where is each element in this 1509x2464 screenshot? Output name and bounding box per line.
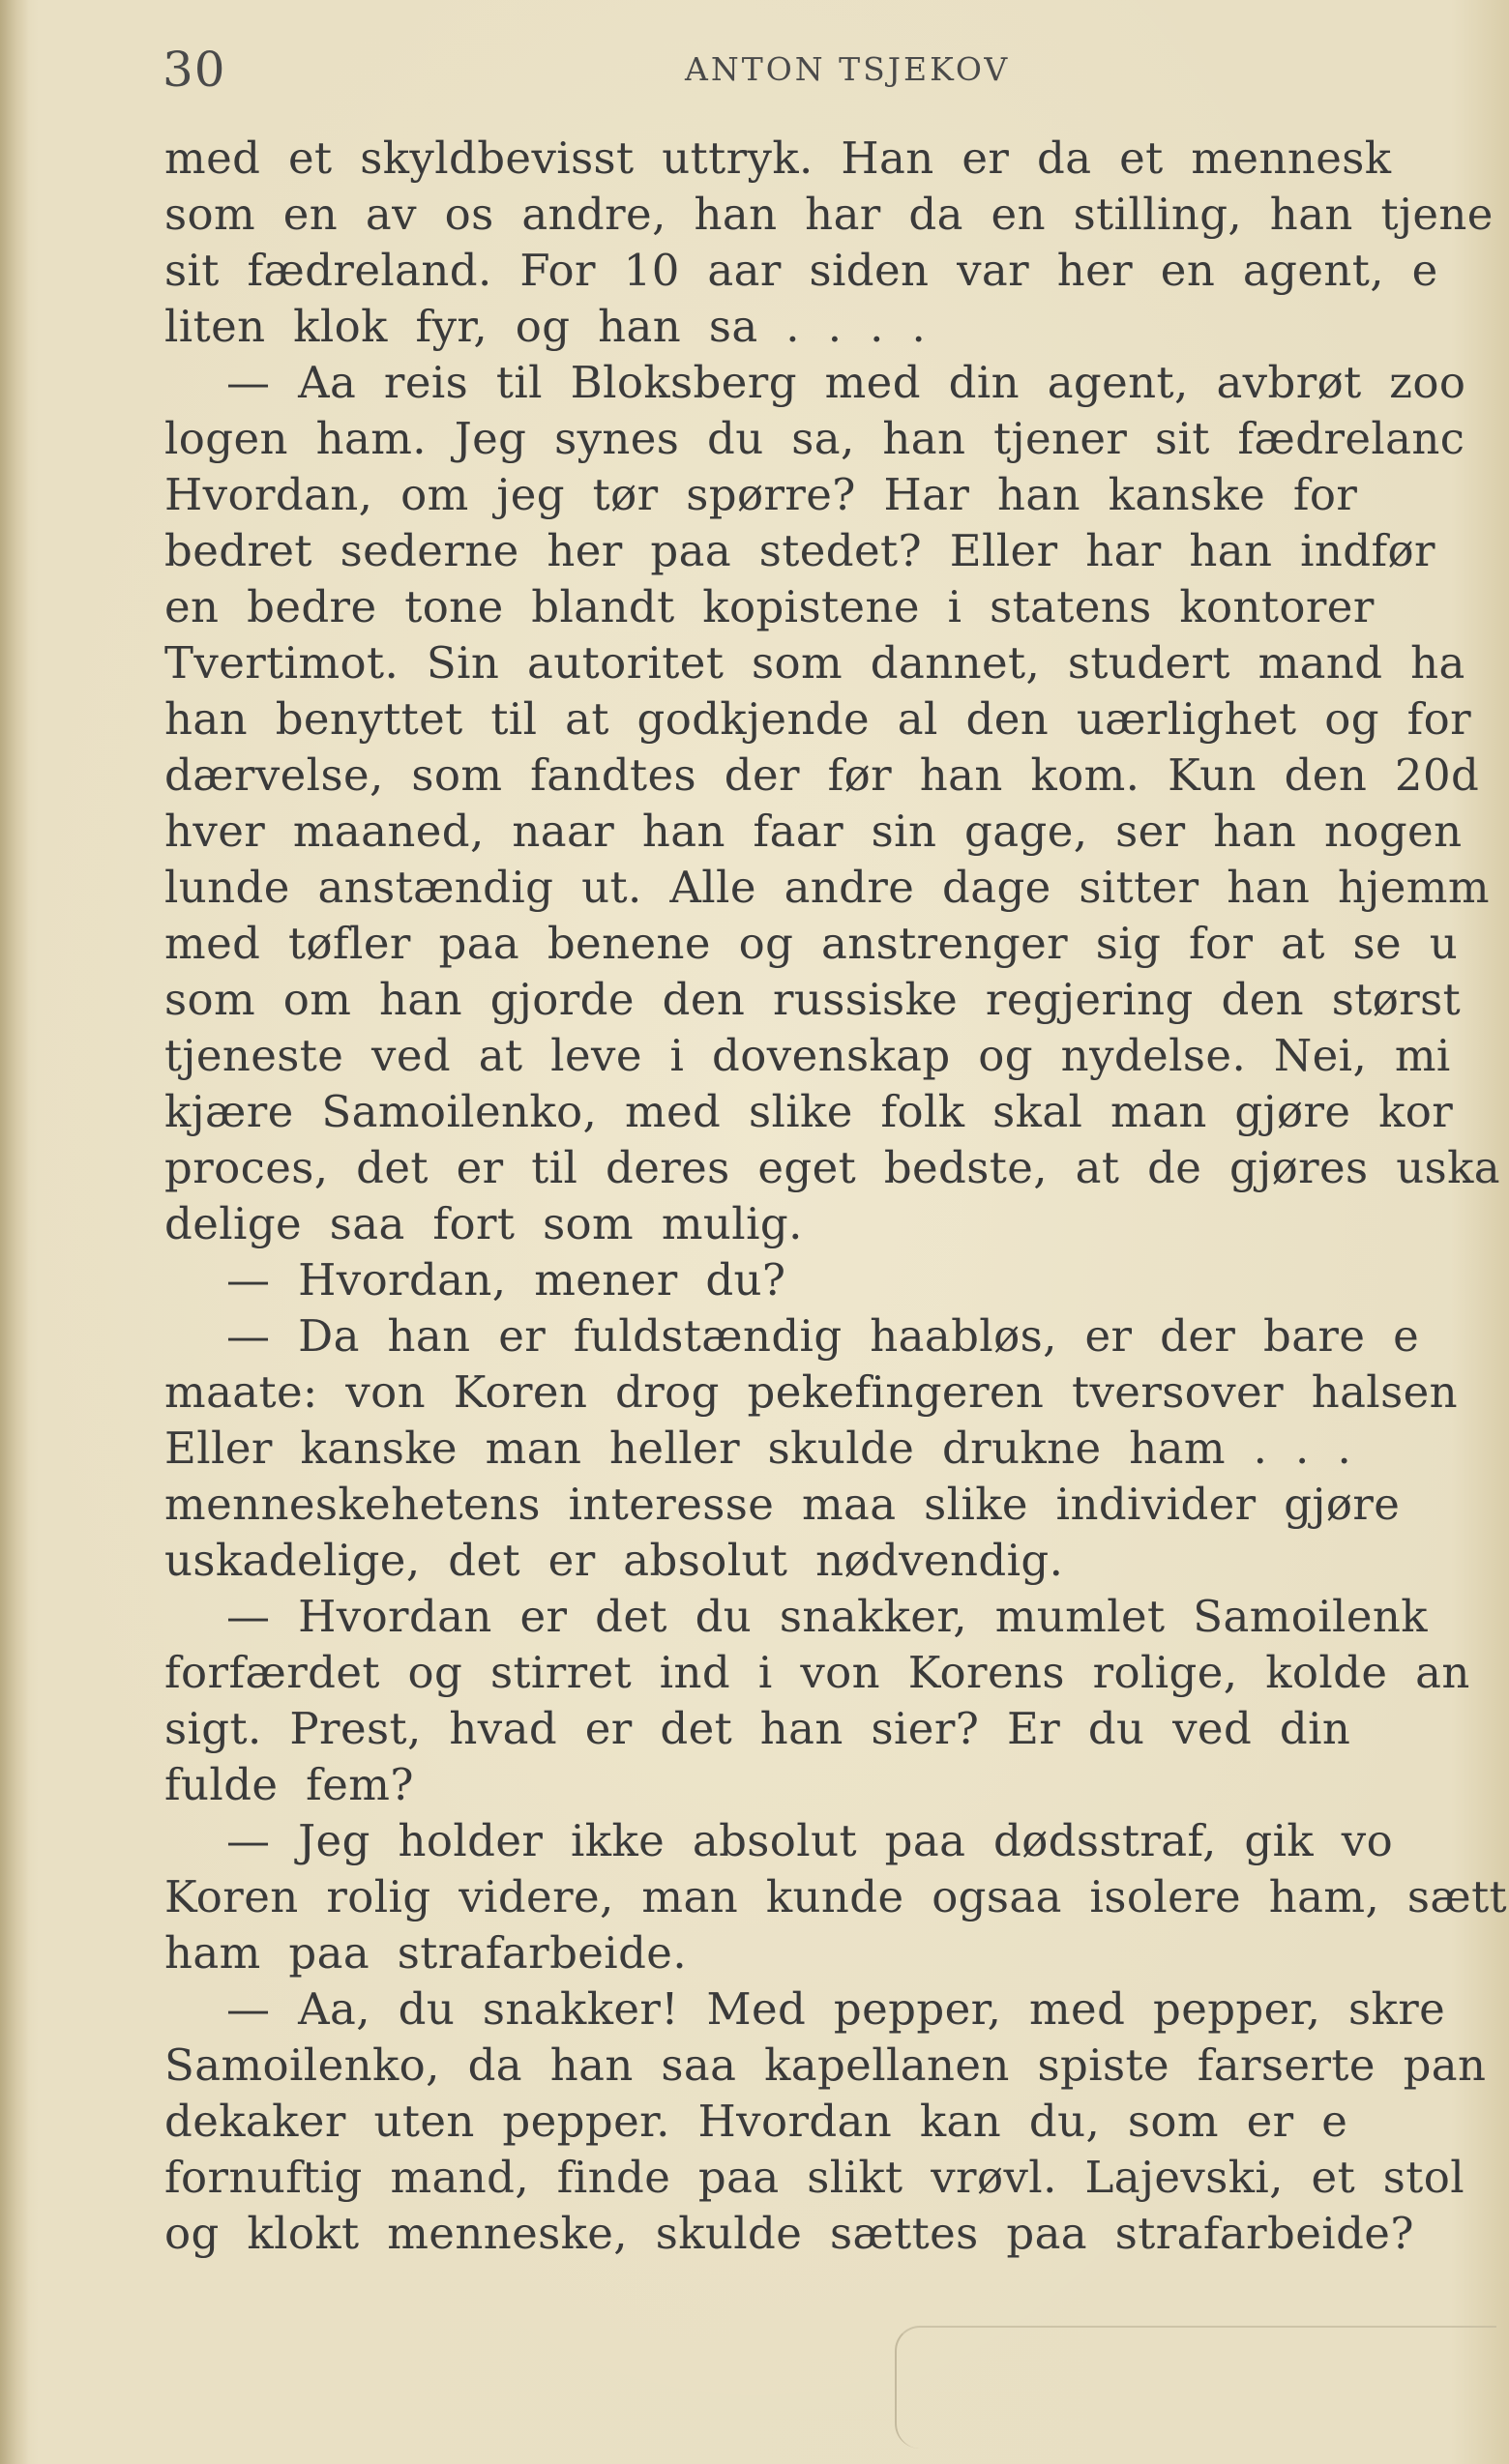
text-line: bedret sederne her paa stedet? Eller har han indfør (164, 525, 1435, 576)
text-line: med tøfler paa benene og anstrenger sig for at se u (164, 918, 1459, 969)
text-line: Hvordan, om jeg tør spørre? Har han kanske for (164, 469, 1358, 520)
text-line: hver maaned, naar han faar sin gage, ser han nogen (164, 806, 1463, 857)
text-line: en bedre tone blandt kopistene i statens kontorer (164, 581, 1375, 632)
text-line: Eller kanske man heller skulde drukne ham . . . (164, 1423, 1352, 1474)
text-line: kjære Samoilenko, med slike folk skal man gjøre kor (164, 1086, 1454, 1137)
text-line: maate: von Koren drog pekefingeren tversover halsen (164, 1366, 1458, 1418)
text-line: forfærdet og stirret ind i von Korens rolige, kolde an (164, 1647, 1470, 1698)
page-header (163, 41, 1323, 99)
faint-stamp-mark (895, 2326, 1496, 2449)
text-line: dærvelse, som fandtes der før han kom. Kun den 20d (164, 749, 1480, 801)
text-line: liten klok fyr, og han sa . . . . (164, 301, 927, 352)
text-line: ham paa strafarbeide. (164, 1927, 688, 1979)
running-title: ANTON TSJEKOV (685, 50, 1011, 88)
text-line: — Aa reis til Bloksberg med din agent, avbrøt zoo (226, 357, 1466, 408)
text-line: sigt. Prest, hvad er det han sier? Er du ved din (164, 1703, 1351, 1754)
text-line: — Hvordan er det du snakker, mumlet Samoilenk (226, 1591, 1428, 1642)
text-line: — Aa, du snakker! Med pepper, med pepper, skre (226, 1983, 1446, 2035)
text-line: fulde fem? (164, 1759, 414, 1810)
text-line: lunde anstændig ut. Alle andre dage sitter han hjemm (164, 862, 1490, 913)
text-line: som en av os andre, han har da en stilling, han tjene (164, 189, 1494, 240)
text-line: fornuftig mand, finde paa slikt vrøvl. Lajevski, et stol (164, 2152, 1465, 2203)
text-line: dekaker uten pepper. Hvordan kan du, som er e (164, 2096, 1348, 2147)
text-line: med et skyldbevisst uttryk. Han er da et mennesk (164, 132, 1392, 184)
text-line: og klokt menneske, skulde sættes paa strafarbeide? (164, 2208, 1414, 2259)
text-line: — Da han er fuldstændig haabløs, er der bare e (226, 1310, 1420, 1362)
text-line: proces, det er til deres eget bedste, at de gjøres uska (164, 1142, 1500, 1193)
text-line: — Jeg holder ikke absolut paa dødsstraf, gik vo (226, 1815, 1394, 1866)
page-number: 30 (163, 42, 226, 98)
text-line: tjeneste ved at leve i dovenskap og nydelse. Nei, mi (164, 1030, 1451, 1081)
text-line: som om han gjorde den russiske regjering den størst (164, 974, 1462, 1025)
text-line: delige saa fort som mulig. (164, 1198, 803, 1249)
text-line: menneskehetens interesse maa slike individer gjøre (164, 1479, 1401, 1530)
text-line: Tvertimot. Sin autoritet som dannet, studert mand ha (164, 637, 1465, 689)
text-line: Koren rolig videre, man kunde ogsaa isolere ham, sætt (164, 1871, 1508, 1922)
text-line: uskadelige, det er absolut nødvendig. (164, 1535, 1064, 1586)
text-line: han benyttet til at godkjende al den uærlighet og for (164, 693, 1472, 745)
body-text (164, 131, 1509, 2277)
text-line: sit fædreland. For 10 aar siden var her en agent, e (164, 245, 1438, 296)
page-edge-shadow (0, 0, 29, 2464)
text-line: — Hvordan, mener du? (226, 1254, 786, 1305)
text-line: Samoilenko, da han saa kapellanen spiste farserte pan (164, 2039, 1487, 2091)
text-line: logen ham. Jeg synes du sa, han tjener sit fædrelanc (164, 413, 1465, 464)
